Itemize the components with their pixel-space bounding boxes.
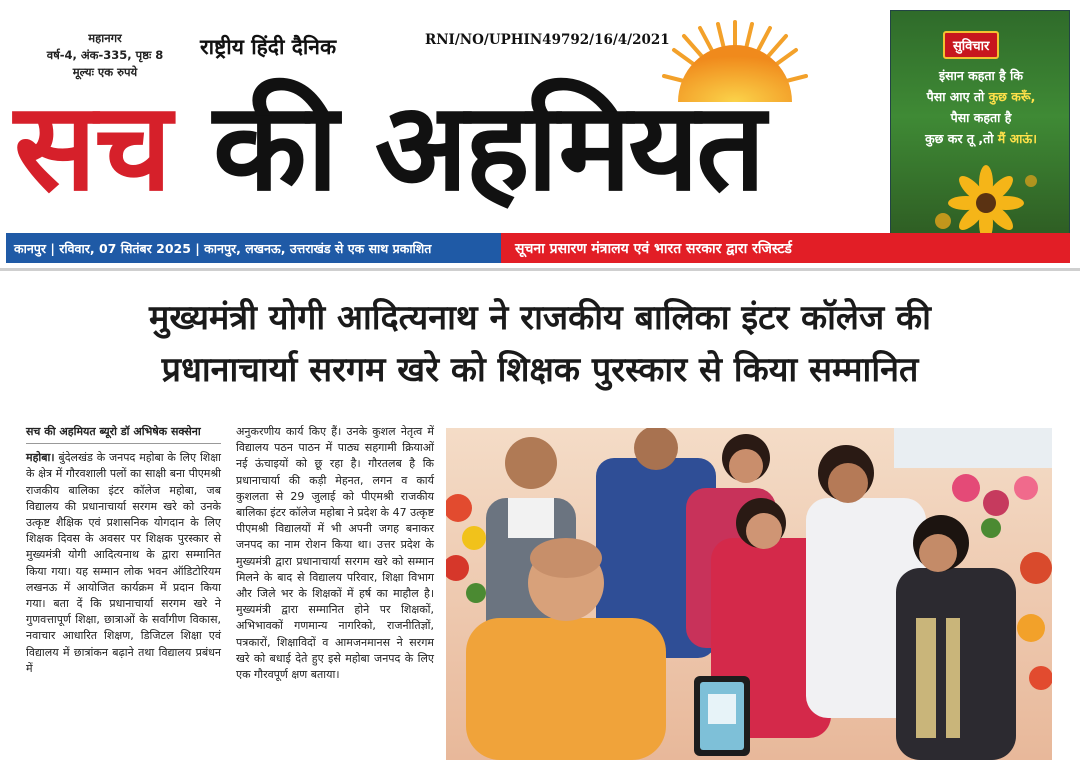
thought-line-3: पैसा कहता है	[950, 110, 1012, 125]
volume-issue: वर्ष-4, अंक-335, पृष्ठः 8	[46, 48, 164, 62]
headline-line-1: मुख्यमंत्री योगी आदित्यनाथ ने राजकीय बालिका इंटर कॉलेज की	[149, 298, 931, 338]
tagline: राष्ट्रीय हिंदी दैनिक	[200, 35, 337, 59]
issue-meta	[20, 30, 190, 81]
thought-title: सुविचार	[943, 31, 999, 59]
thought-line-2b: कुछ करूँ,	[988, 89, 1036, 104]
headline-line-2: प्रधानाचार्या सरगम खरे को शिक्षक पुरस्कार से किया सम्मानित	[161, 350, 919, 390]
thought-line-1: इंसान कहता है कि	[939, 68, 1023, 83]
byline: सच की अहमियत ब्यूरो डॉ अभिषेक सक्सेना	[26, 424, 221, 444]
article-column-2: अनुकरणीय कार्य किए हैं। उनके कुशल नेतृत्व में विद्यालय पठन पाठन में पाठ्य सहगामी क्रियाओं नई ऊंचाइयों को छू रहा है। गौरतलब है कि प्रधानाचार्या की कड़ी मेहनत, लगन व कार्य कुशलता से 29 जुलाई को पीएमश्री राजकीय बालिका इंटर कॉलेज महोबा ने प्रदेश के 47 उत्कृष्ट पीएमश्री विद्यालयों में भी अपनी जगह बनाकर जनपद का नाम रोशन किया था। उत्तर प्रदेश के मुख्यमंत्री द्वारा प्रधानाचार्या सरगम खरे को सम्मान मिलने के बाद से विद्यालय परिवार, शिक्षा विभाग और जिले भर के शिक्षकों में हर्ष का माहौल है। मुख्यमंत्री द्वारा सम्मानित होने पर शिक्षकों, अभिभावकों गणमान्य नागरिको, राजनीतिज्ञों, पत्रकारों, शिक्षाविदों व आमजनमानस ने सरगम खरे को बधाई देते हुए इसे महोबा जनपद के लिए एक गौरवपूर्ण क्षण बताया।	[236, 425, 434, 682]
brand-name-red: सच	[14, 76, 170, 218]
price: मूल्यः एक रुपये	[72, 65, 138, 79]
date-strip	[6, 233, 1070, 263]
edition-city: महानगर	[88, 31, 122, 45]
thought-line-2	[891, 88, 1070, 105]
headline	[20, 292, 1060, 396]
thought-line-2a: पैसा आए तो	[926, 89, 989, 104]
registered-line: सूचना प्रसारण मंत्रालय एवं भारत सरकार द्वारा रजिस्टर्ड	[501, 233, 1070, 263]
thought-box	[890, 10, 1070, 246]
rni-number: RNI/NO/UPHIN49792/16/4/2021	[425, 32, 670, 48]
dateline: महोबा।	[26, 451, 55, 465]
thought-line-4	[891, 130, 1070, 147]
brand-name-black: की अहमियत	[213, 76, 763, 218]
masthead-divider	[0, 268, 1080, 271]
award-ceremony-photo	[446, 428, 1052, 760]
date-line: कानपुर | रविवार, 07 सितंबर 2025 | कानपुर, लखनऊ, उत्तराखंड से एक साथ प्रकाशित	[6, 233, 501, 263]
column-1-text: बुंदेलखंड के जनपद महोबा के लिए शिक्षा के क्षेत्र में गौरवशाली पलों का साक्षी बना पीएमश्री राजकीय बालिका इंटर कॉलेज महोबा, जब विद्यालय की प्रधानाचार्या सरगम खरे को उनके उत्कृष्ट शैक्षिक एवं प्रशासनिक योगदान के लिए शिक्षक दिवस के अवसर पर शिक्षक पुरस्कार से मुख्यमंत्री योगी आदित्यनाथ के द्वारा सम्मानित किया गया। यह सम्मान लोक भवन ऑडिटोरियम लखनऊ में आयोजित कार्यक्रम में प्रदान किया गया। बता दें कि प्रधानाचार्या सरगम खरे ने गुणवत्तापूर्ण शिक्षा, छात्राओं के सर्वांगीण विकास, नवाचार आधारित शिक्षण, डिजिटल शिक्षा एवं विद्यालय में छात्रांकन बढ़ाने तथा विद्यालय प्रबंधन में	[26, 451, 222, 675]
thought-line-4a: कुछ कर तू ,तो	[925, 131, 998, 146]
thought-line-4b: मैं आऊं।	[997, 131, 1037, 146]
article-column-1	[26, 424, 221, 677]
